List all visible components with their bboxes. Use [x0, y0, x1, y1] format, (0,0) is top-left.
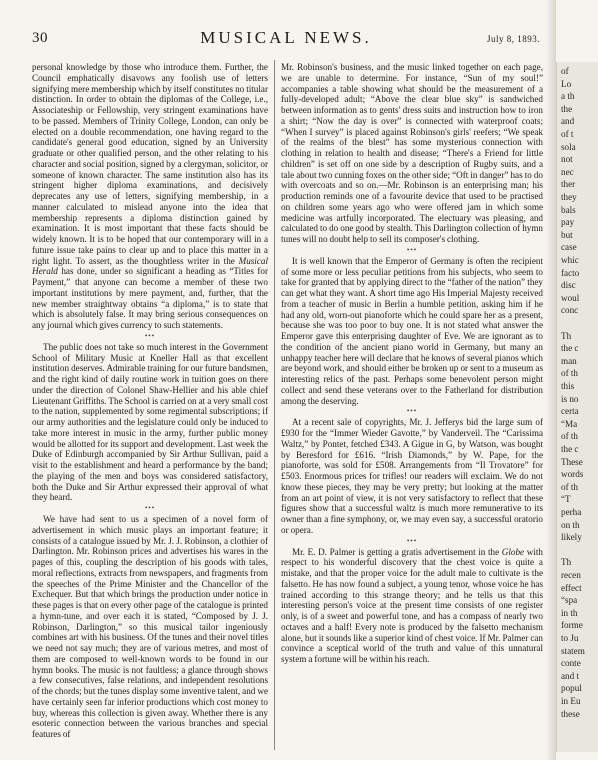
edge-text-fragment: statem [561, 645, 585, 656]
edge-text-fragment: disc [561, 280, 576, 291]
column-rule [274, 60, 275, 750]
edge-text-fragment: woul [561, 292, 580, 303]
edge-text-fragment: effect [561, 582, 582, 593]
edge-text-fragment: they [561, 192, 577, 202]
edge-text-fragment: of t [561, 129, 574, 139]
edge-text-fragment: conte [561, 658, 581, 669]
edge-text-fragment: to Ju [561, 633, 579, 643]
paragraph-text: with respect to his wonderful discovery that the chest voice is quite a mistake, and that the proper voice for the adult male to cultivate is the falsetto. He has now found a subject, a young tenor, whose voice he has trained according to this strange theory; and he tells us that this interesting person's voice at the present time consists of one register only, is of a sweet and powerful tone, and has a compass of nearly two octaves and a half! Every note is produced by the falsetto mechanism alone, but it sounds like a superior kind of chest voice. If Mr. Palmer can convince a sceptical world of the truth and value of this unnatural system a fortune will be within his reach. [281, 546, 543, 664]
edge-text-fragment: these [561, 708, 580, 719]
edge-text-fragment: not [561, 154, 573, 165]
article-paragraph: At a recent sale of copyrights, Mr. J. Jefferys bid the large sum of £930 for the “Immer Wieder Gavotte,” by Vanderveil. The “Carissima Waltz,” by Pontet, fetched £343. A Gigue in G, by Watson, was bought by Beresford for £616. “Irish Diamonds,” by W. Pape, for the pianoforte, was sold for £508. Arrangements from “Il Trovatore” for £503. Enormous prices for trifles! our readers will exclaim. We do not know these pieces, they may be very pretty; but looking at the matter from an art point of view, it is not very satisfactory to reflect that these figures show that a successful waltz is much more remunerative to its owner than a fine symphony, or, we may even say, a successful oratorio or opera. [281, 417, 543, 535]
italic-title: Globe [501, 546, 525, 557]
edge-text-fragment: and [561, 116, 575, 127]
edge-text-fragment: certa [561, 406, 579, 417]
page-fold-shadow [546, 0, 556, 760]
edge-text-fragment: ther [561, 179, 576, 190]
paragraph-text: has done, under so significant a heading as “Titles for Payment,” that anyone can become a member of these two important institutions by mere payment, and, further, that the new member straightway obtains “a diploma,” is to state that which is absolutely false. It may bring serious consequences on any journal which gives currency to such statements. [32, 266, 268, 330]
edge-text-fragment: of th [561, 368, 578, 379]
edge-text-fragment: bals [561, 204, 576, 215]
edge-text-fragment: “spa [561, 595, 578, 606]
edge-text-fragment: the c [561, 343, 579, 354]
edge-text-fragment: “T [561, 494, 571, 505]
edge-text-fragment: sola [561, 141, 576, 152]
next-page-edge [556, 62, 598, 752]
masthead-title: MUSICAL NEWS. [200, 28, 372, 47]
edge-text-fragment: popul [561, 683, 582, 694]
edge-text-fragment: nec [561, 166, 574, 177]
edge-text-fragment: case [561, 242, 577, 253]
edge-text-fragment: words [561, 469, 584, 480]
section-separator: ••• [144, 331, 156, 340]
paragraph-text: Mr. E. D. Palmer is getting a gratis advertisement in the [292, 546, 502, 557]
edge-text-fragment: Lo [561, 78, 572, 89]
section-separator: ••• [144, 504, 156, 512]
article-paragraph: It is well known that the Emperor of Germany is often the recipient of some more or less peculiar petitions from his subjects, who seem to take for granted that by applying direct to the “father of the nation” they can get what they want. A short time ago His Imperial Majesty received from a teacher of music in Berlin a humble petition, asking him if he had any old, worn-out pianoforte which he could spare her as a present, because she was too poor to buy one. It is not stated what answer the Emperor gave this enterprising daughter of Eve. We are ignorant as to the condition of the ancient piano world in Germany, but many an unhappy teacher here will declare that he knows of several pianos which are beyond work, and should either be broken up or sent to a museum as interesting relics of the past. Perhaps some benevolent person might collect and send these veterans over to the Fatherland for distribution among the deserving. [281, 255, 543, 406]
edge-text-fragment: the [561, 103, 573, 114]
edge-text-fragment: Th [561, 557, 572, 568]
edge-text-fragment: of [561, 66, 569, 76]
edge-text-fragment: but [561, 229, 573, 240]
edge-text-fragment: is no [561, 393, 579, 404]
article-paragraph: The public does not take so much interest in the Government School of Military Music at Kneller Hall as that excellent institution deserves. Admirable training for our future bandsmen, and the right kind of daily routine work in tuition goes on there under the direction of Colonel Shaw-Hellier and his able chief Lieutenant Griffiths. The School is carried on at a very small cost to the nation, supplemented by some regimental subscriptions; if our army authorities and the legislature could only be induced to take more interest in music in the army, further public money would be allotted for its support and development. Last week the Duke of Edinburgh accompanied by Sir Arthur Sullivan, paid a visit to the establishment and heard a performance by the band; the playing of the men and boys was considered satisfactory, both the Duke and Sir Arthur expressed their approval of what they heard. [32, 341, 268, 503]
edge-text-fragment: recen [561, 570, 581, 580]
article-paragraph: We have had sent to us a specimen of a novel form of advertisement in which music plays an important feature; it consists of a catalogue issued by Mr. J. J. Robinson, a clothier of Darlington. Mr. Robinson prices and advertises his wares in the pages of this, coupling the description of his goods with tales, moral reflections, extracts from newspapers, and fragments from the speeches of the Prime Minister and the Chancellor of the Exchequer. But that which brings the production under notice in these pages is that on every other page of the catalogue is printed a hymn-tune, and over each it is stated, “Composed by J. J. Robinson, Darlington,” so this musical tailor ingeniously combines art with his business. Of the tunes and their novel titles we need not say much; they are of various metres, and most of them are composed to well-known words to be found in our hymn books. The music is not faultless; a glance through shows a few consecutives, false relations, and independent resolutions of the chords; but the tunes display some inventive talent, and we have certainly seen far inferior productions which cost money to buy, whereas this collection is given away. Whether there is any esoteric connection between the various branches and special features of [32, 514, 268, 739]
edge-text-fragment: forme [561, 620, 583, 631]
edge-text-fragment: and t [561, 670, 579, 681]
right-column [281, 62, 543, 734]
page-header [32, 28, 540, 52]
edge-text-fragment: in Eu [561, 696, 581, 706]
section-separator: ••• [406, 407, 418, 416]
edge-text-fragment: of th [561, 431, 578, 442]
edge-text-fragment: pay [561, 217, 575, 228]
issue-date: July 8, 1893. [486, 34, 540, 44]
section-separator: ••• [406, 245, 418, 254]
edge-text-fragment: likely [561, 532, 582, 543]
edge-text-fragment: Th [561, 330, 572, 341]
edge-text-fragment: the c [561, 444, 579, 454]
edge-text-fragment: of th [561, 481, 578, 492]
article-paragraph: Mr. Robinson's business, and the music linked together on each page, we are unable to determine. For instance, “Sun of my soul!” accompanies a table showing what should be the measurement of a fully-developed adult; “Above the clear blue sky” is sandwiched between information as to gents' dress suits and instruction how to iron a shirt; “Now the day is over” is connected with waterproof coats; “When I survey” is placed against Robinson's girls' reefers; “We speak of the realms of the blest” has some mysterious connection with clothing in relation to health and disease; “There's a Friend for little children” is set off on one side by a description of Rugby suits, and a tale about two cunning foxes on the other side; “Oft in danger” has to do with overcoats and so on.—Mr. Robinson is an enterprising man; his production reminds one of a favourite device that used to be practised on children some years ago who were offered jam in which some medicine was artfully incorporated. The electuary was pleasing, and calculated to do one good by stealth. This Darlington collection of hymn tunes will no doubt help to sell its composer's clothing. [281, 62, 543, 244]
edge-text-fragment: These [561, 456, 583, 467]
edge-text-fragment: a th [561, 91, 575, 102]
edge-text-fragment: perha [561, 507, 582, 517]
edge-text-fragment: this [561, 381, 575, 391]
edge-text-fragment: “Ma [561, 418, 578, 429]
left-column [32, 62, 268, 742]
section-separator: ••• [406, 536, 418, 545]
edge-text-fragment: conc [561, 305, 579, 316]
edge-text-fragment: whic [561, 255, 579, 265]
article-paragraph [281, 547, 543, 665]
edge-text-fragment: in th [561, 607, 578, 618]
article-paragraph: personal knowledge by those who introduce them. Further, the Council emphatically disavows any foolish use of letters signifying mere membership which by itself constitutes no titular distinction. In order to obtain the diplomas of the College, i.e., Associateship or Fellowship, very stringent examinations have to be passed. Members of Trinity College, London, can only be elected on a double recommendation, one having regard to the candidate's general good education, signed by an University graduate or other qualified person, and the other relating to his character and social position, signed by a clergyman, solicitor, or someone of known character. The same institution also has its stringent higher diploma examinations, and decisively deprecates any use of letters, signifying membership, in a manner calculated to mislead anyone into the idea that membership represents a diploma distinction gained by examination. It is most important that these facts should be widely known. It is to be hoped that our contemporary will in a future issue take pains to clear up and to place this matter in a right light. To assert, as the thoughtless writer in the Musical Herald has done, under so significant a heading as “Titles for Payment,” that anyone can become a member of these two important institutions by mere payment, and, further, that the new member straightway obtains “a diploma,” is to state that which is absolutely false. It may bring serious consequences on any journal which gives currency to such statements. [32, 62, 268, 330]
page-number: 30 [32, 30, 48, 46]
italic-title: Musical Herald [32, 255, 268, 277]
edge-text-fragment: facto [561, 267, 580, 278]
edge-text-fragment: on th [561, 519, 580, 530]
edge-text-fragment: man [561, 355, 577, 366]
